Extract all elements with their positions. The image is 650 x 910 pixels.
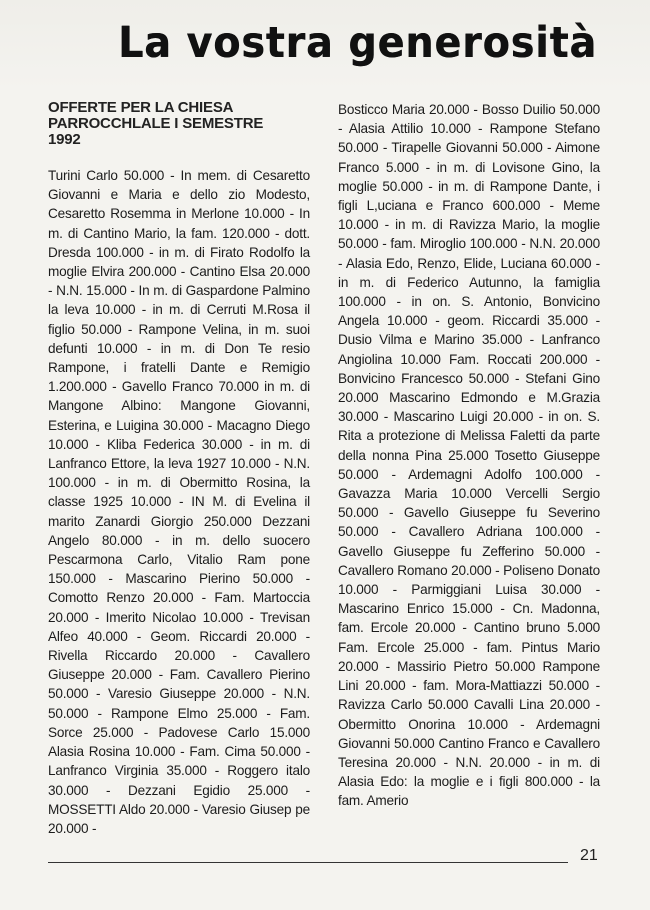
page-number: 21	[580, 847, 598, 864]
footer-rule	[48, 862, 568, 863]
left-column	[48, 100, 310, 838]
section-heading: OFFERTE PER LA CHIESA PARROCCHLALE I SEMESTRE 1992	[48, 99, 264, 148]
left-column-text: Turini Carlo 50.000 - In mem. di Cesaretto Giovanni e Maria e dello zio Modesto, Cesaretto Rosemma in Merlone 10.000 - In m. di Cantino Mario, la fam. 120.000 - dott. Dresda 100.000 - in m. di Firato Rodolfo la moglie Elvira 200.000 - Cantino Elsa 20.000 - N.N. 15.000 - In m. di Gaspardone Palmino la leva 10.000 - in m. di Cerruti M.Rosa il figlio 50.000 - Rampone Velina, in m. suoi defunti 10.000 - in m. di Don Te resio Rampone, i fratelli Dante e Remigio 1.200.000 - Gavello Franco 70.000 in m. di Mangone Albino: Mangone Giovanni, Esterina, e Luigina 30.000 - Macagno Diego 10.000 - Kliba Federica 30.000 - in m. di Lanfranco Ettore, la leva 1927 10.000 - N.N. 100.000 - in m. di Obermitto Rosina, la classe 1925 10.000 - IN M. di Evelina il marito Zanardi Giorgio 250.000 Dezzani Angelo 80.000 - in m. dello suocero Pescarmona Carlo, Vitalio Ram pone 150.000 - Mascarino Pierino 50.000 - Comotto Renzo 20.000 - Fam. Martoccia 20.000 - Imerito Nicolao 10.000 - Trevisan Alfeo 40.000 - Geom. Riccardi 20.000 - Rivella Riccardo 20.000 - Cavallero Giuseppe 20.000 - Fam. Cavallero Pierino 50.000 - Varesio Giuseppe 20.000 - N.N. 50.000 - Rampone Elmo 25.000 - Fam. Sorce 25.000 - Padovese Carlo 15.000 Alasia Rosina 10.000 - Fam. Cima 50.000 - Lanfranco Virginia 35.000 - Roggero italo 30.000 - Dezzani Egidio 25.000 - MOSSETTI Aldo 20.000 - Varesio Giusep pe 20.000 -	[48, 168, 310, 836]
right-column	[338, 100, 600, 811]
page-title: La vostra generosità	[118, 18, 598, 68]
right-column-text: Bosticco Maria 20.000 - Bosso Duilio 50.000 - Alasia Attilio 10.000 - Rampone Stefano 50.000 - Tirapelle Giovanni 50.000 - Aimone Franco 5.000 - in m. di Lovisone Gino, la moglie 50.000 - in m. di Rampone Dante, i figli L,uciana e Franco 600.000 - Meme 10.000 - in m. di Ravizza Mario, la moglie 50.000 - fam. Miroglio 100.000 - N.N. 20.000 - Alasia Edo, Renzo, Elide, Luciana 60.000 - in m. di Federico Autunno, la famiglia 100.000 - in on. S. Antonio, Bonvicino Angela 10.000 - geom. Riccardi 35.000 - Dusio Vilma e Marino 35.000 - Lanfranco Angiolina 10.000 Fam. Roccati 200.000 - Bonvicino Francesco 50.000 - Stefani Gino 20.000 Mascarino Edmondo e M.Grazia 30.000 - Mascarino Luigi 20.000 - in on. S. Rita a protezione di Melissa Faletti da parte della nonna Pina 25.000 Tosetto Giuseppe 50.000 - Ardemagni Adolfo 100.000 - Gavazza Maria 10.000 Vercelli Sergio 50.000 - Gavello Giuseppe fu Severino 50.000 - Cavallero Adriana 100.000 - Gavello Giuseppe fu Zefferino 50.000 - Cavallero Romano 20.000 - Poliseno Donato 10.000 - Parmiggiani Luisa 30.000 - Mascarino Enrico 15.000 - Cn. Madonna, fam. Ercole 20.000 - Cantino bruno 5.000 Fam. Ercole 25.000 - fam. Pintus Mario 20.000 - Massirio Pietro 50.000 Rampone Lini 20.000 - fam. Mora-Mattiazzi 50.000 - Ravizza Carlo 50.000 Cavalli Lina 20.000 - Obermitto Onorina 10.000 - Ardemagni Giovanni 50.000 Cantino Franco e Cavallero Teresina 20.000 - N.N. 20.000 - in m. di Alasia Edo: la moglie e i figli 800.000 - la fam. Amerio	[338, 102, 600, 809]
